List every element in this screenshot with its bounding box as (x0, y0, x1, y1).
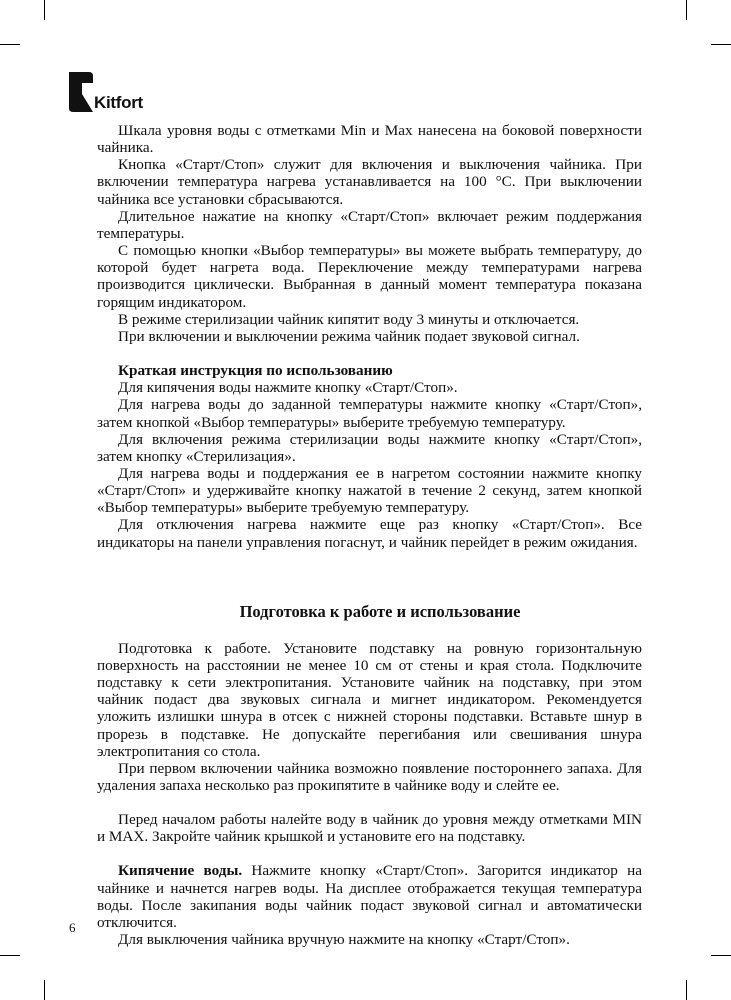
paragraph: Для кипячения воды нажмите кнопку «Старт/Стоп». (118, 379, 458, 397)
paragraph: Шкала уровня воды с отметками Min и Max нанесена на боковой поверхности чайника. (97, 122, 642, 157)
page-number: 6 (69, 920, 76, 935)
paragraph: Кнопка «Старт/Стоп» служит для включения и выключения чайника. При включении температура нагрева устанавливается на 100 °C. При выключении чайника все установки сбрасываются. (97, 156, 642, 208)
paragraph: Перед началом работы налейте воду в чайник до уровня между отметками MIN и MAX. Закройте чайник крышкой и установите его на подставку. (97, 811, 642, 846)
boiling-label: Кипячение воды. (118, 862, 243, 880)
section-title: Подготовка к работе и использование (239, 601, 521, 621)
paragraph: Длительное нажатие на кнопку «Старт/Стоп» включает режим поддержания температуры. (97, 207, 642, 242)
paragraph-boiling (97, 862, 642, 931)
paragraph: Для включения режима стерилизации воды нажмите кнопку «Старт/Стоп», затем кнопку «Стерилизация». (97, 430, 642, 465)
quick-instructions-heading: Краткая инструкция по использованию (118, 362, 393, 380)
crop-mark-bottom-left-h (0, 955, 20, 956)
crop-mark-top-right-h (711, 44, 731, 45)
crop-mark-top-left (44, 0, 45, 20)
crop-mark-bottom-left (44, 980, 45, 1000)
kitfort-logo-icon (69, 72, 93, 112)
paragraph: Для нагрева воды до заданной температуры нажмите кнопку «Старт/Стоп», затем кнопкой «Выбор температуры» выберите требуемую температуру. (97, 396, 642, 431)
paragraph: Для отключения нагрева нажмите еще раз кнопку «Старт/Стоп». Все индикаторы на панели управления погаснут, и чайник перейдет в режим ожидания. (97, 516, 642, 551)
paragraph: С помощью кнопки «Выбор температуры» вы можете выбрать температуру, до которой будет нагрета вода. Переключение между температурами нагрева производится циклически. Выбранная в данный момент температура показана горящим индикатором. (97, 242, 642, 311)
crop-mark-bottom-right-h (711, 955, 731, 956)
brand-logo (69, 72, 143, 112)
page-content (97, 122, 642, 948)
paragraph: При включении и выключении режима чайник подает звуковой сигнал. (118, 327, 580, 345)
boiling-text: Нажмите кнопку «Старт/Стоп». Загорится индикатор на чайнике и начнется нагрев воды. На дисплее отображается текущая температура воды. После закипания воды чайник подаст звуковой сигнал и автоматически отключится. (97, 862, 642, 931)
crop-mark-bottom-right (686, 980, 687, 1000)
crop-mark-top-left-h (0, 44, 20, 45)
crop-mark-top-right (686, 0, 687, 20)
paragraph: При первом включении чайника возможно появление постороннего запаха. Для удаления запаха несколько раз прокипятите в чайнике воду и слейте ее. (97, 759, 642, 794)
paragraph: В режиме стерилизации чайник кипятит воду 3 минуты и отключается. (118, 310, 580, 328)
paragraph: Для нагрева воды и поддержания ее в нагретом состоянии нажмите кнопку «Старт/Стоп» и удерживайте кнопку нажатой в течение 2 секунд, затем кнопкой «Выбор температуры» выберите требуемую температуру. (97, 464, 642, 517)
paragraph: Для выключения чайника вручную нажмите на кнопку «Старт/Стоп». (118, 931, 570, 949)
paragraph: Подготовка к работе. Установите подставку на ровную горизонтальную поверхность на расстоянии не менее 10 см от стены и края стола. Подключите подставку к сети электропитания. Установите чайник на подставку, при этом чайник подаст два звуковых сигнала и мигнет индикатором. Рекомендуется уложить излишки шнура в отсек с нижней стороны подставки. Вставьте шнур в прорезь в подставке. Не допускайте перегибания или свешивания шнура электропитания со стола. (97, 639, 642, 760)
brand-name: Kitfort (94, 93, 143, 112)
